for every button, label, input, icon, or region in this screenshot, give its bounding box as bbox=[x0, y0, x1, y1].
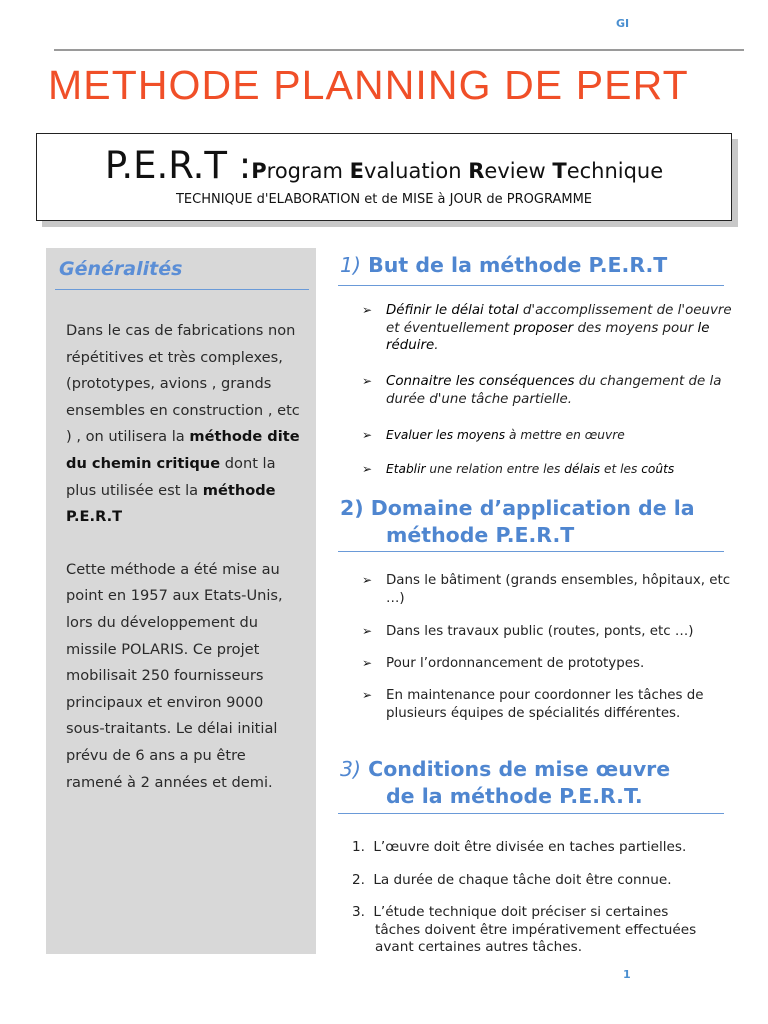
sidebar-text: Dans le cas de fabrications non répétitives et très complexes, (prototypes, avions , grands ensembles en construction , etc ) , on utilisera la bbox=[66, 322, 300, 446]
arrow-bullet-icon: ➢ bbox=[362, 303, 373, 317]
pert-initial-t: T bbox=[552, 159, 567, 183]
pert-initial-r: R bbox=[468, 159, 485, 183]
pert-acronym: P.E.R.T : bbox=[104, 144, 252, 187]
section-3-number: 3) bbox=[340, 757, 362, 781]
section-1-title: But de la méthode P.E.R.T bbox=[361, 253, 668, 277]
list-item bbox=[362, 623, 732, 641]
sidebar-text: dont la plus utilisée est la bbox=[66, 454, 276, 499]
sidebar-keyword-critical-path: méthode dite du chemin critique bbox=[66, 428, 300, 472]
item-text: Dans les travaux public (routes, ponts, etc …) bbox=[386, 624, 694, 639]
pert-word-evaluation: valuation bbox=[364, 159, 469, 183]
section-3-title-line-2: de la méthode P.E.R.T. bbox=[386, 784, 643, 808]
section-2-heading bbox=[340, 495, 695, 549]
pert-word-review: eview bbox=[484, 159, 553, 183]
section-2-rule bbox=[338, 551, 724, 552]
list-item bbox=[362, 572, 732, 607]
list-item bbox=[362, 655, 732, 673]
item-number: 1. bbox=[352, 839, 365, 855]
sidebar-keyword-pert: méthode P.E.R.T bbox=[66, 481, 276, 526]
paragraph-gap bbox=[66, 531, 306, 557]
sidebar-title: Généralités bbox=[59, 258, 183, 280]
list-item bbox=[352, 839, 732, 857]
section-3-rule bbox=[338, 813, 724, 814]
arrow-bullet-icon: ➢ bbox=[362, 656, 373, 670]
keyword: le réduire bbox=[386, 320, 710, 353]
item-text: du changement de la durée d'une tâche partielle. bbox=[386, 374, 722, 407]
keyword: Etablir bbox=[386, 462, 426, 476]
arrow-bullet-icon: ➢ bbox=[362, 374, 373, 388]
section-2-title-line-2: méthode P.E.R.T bbox=[386, 523, 575, 547]
item-text: La durée de chaque tâche doit être connue. bbox=[369, 872, 672, 888]
section-1-rule bbox=[338, 285, 724, 286]
header-divider bbox=[54, 49, 744, 51]
arrow-bullet-icon: ➢ bbox=[362, 573, 373, 587]
item-text: des moyens pour bbox=[573, 320, 698, 336]
keyword: Connaitre les conséquences bbox=[386, 374, 575, 389]
sidebar-paragraph-2: Cette méthode a été mise au point en 1957 aux Etats-Unis, lors du développement du missile POLARIS. Ce projet mobilisait 250 fournisseurs principaux et environ 9000 sous-traitants. Le délai initial prévu de 6 ans a pu être ramené à 2 années et demi. bbox=[66, 560, 283, 791]
pert-definition-box bbox=[36, 133, 732, 221]
item-text: L’étude technique doit préciser si certaines bbox=[369, 904, 669, 920]
item-text: Pour l’ordonnancement de prototypes. bbox=[386, 656, 645, 671]
header-mark: GI bbox=[616, 17, 630, 30]
keyword: coûts bbox=[641, 462, 675, 476]
arrow-bullet-icon: ➢ bbox=[362, 624, 373, 638]
list-item bbox=[362, 461, 732, 479]
keyword: délais bbox=[564, 462, 601, 476]
section-1-number: 1) bbox=[340, 253, 362, 277]
generalities-sidebar bbox=[46, 248, 316, 954]
section-2-title-line-1: 2) Domaine d’application de la bbox=[340, 496, 695, 520]
item-number: 2. bbox=[352, 872, 365, 888]
keyword: proposer bbox=[513, 320, 574, 336]
pert-initial-e: E bbox=[349, 159, 365, 183]
section-1-heading bbox=[340, 252, 667, 279]
list-item bbox=[352, 904, 732, 957]
list-item bbox=[362, 687, 732, 722]
item-text-continued: tâches doivent être impérativement effectuées avant certaines autres tâches. bbox=[375, 921, 697, 955]
page-title: METHODE PLANNING DE PERT bbox=[48, 62, 689, 108]
item-text: une relation entre les bbox=[425, 462, 565, 476]
list-item bbox=[362, 427, 732, 445]
keyword: Evaluer les moyens bbox=[386, 428, 506, 442]
pert-initial-p: P bbox=[251, 159, 267, 183]
item-text: à mettre en œuvre bbox=[505, 428, 625, 442]
page-number: 1 bbox=[623, 968, 631, 981]
arrow-bullet-icon: ➢ bbox=[362, 428, 373, 442]
item-text: En maintenance pour coordonner les tâches de plusieurs équipes de spécialités différentes. bbox=[386, 688, 704, 721]
item-number: 3. bbox=[352, 904, 365, 920]
keyword: Définir le délai total bbox=[386, 303, 519, 318]
item-text: . bbox=[434, 338, 439, 353]
pert-word-program: rogram bbox=[266, 159, 350, 183]
sidebar-body bbox=[66, 318, 306, 796]
arrow-bullet-icon: ➢ bbox=[362, 688, 373, 702]
sidebar-paragraph-1 bbox=[66, 318, 306, 531]
list-item bbox=[362, 373, 732, 408]
sidebar-title-rule bbox=[55, 289, 309, 290]
section-3-heading bbox=[340, 756, 670, 810]
item-text: et les bbox=[600, 462, 642, 476]
list-item bbox=[362, 302, 732, 355]
list-item bbox=[352, 872, 732, 890]
pert-word-technique: echnique bbox=[566, 159, 664, 183]
item-text: L’œuvre doit être divisée en taches partielles. bbox=[369, 839, 687, 855]
item-text: d'accomplissement de l'oeuvre et éventuellement bbox=[386, 303, 732, 336]
section-3-title-line-1: Conditions de mise œuvre bbox=[361, 757, 671, 781]
item-text: Dans le bâtiment (grands ensembles, hôpitaux, etc …) bbox=[386, 573, 731, 606]
pert-expansion bbox=[37, 144, 731, 187]
pert-subtitle: TECHNIQUE d'ELABORATION et de MISE à JOUR de PROGRAMME bbox=[175, 192, 593, 207]
arrow-bullet-icon: ➢ bbox=[362, 462, 373, 476]
